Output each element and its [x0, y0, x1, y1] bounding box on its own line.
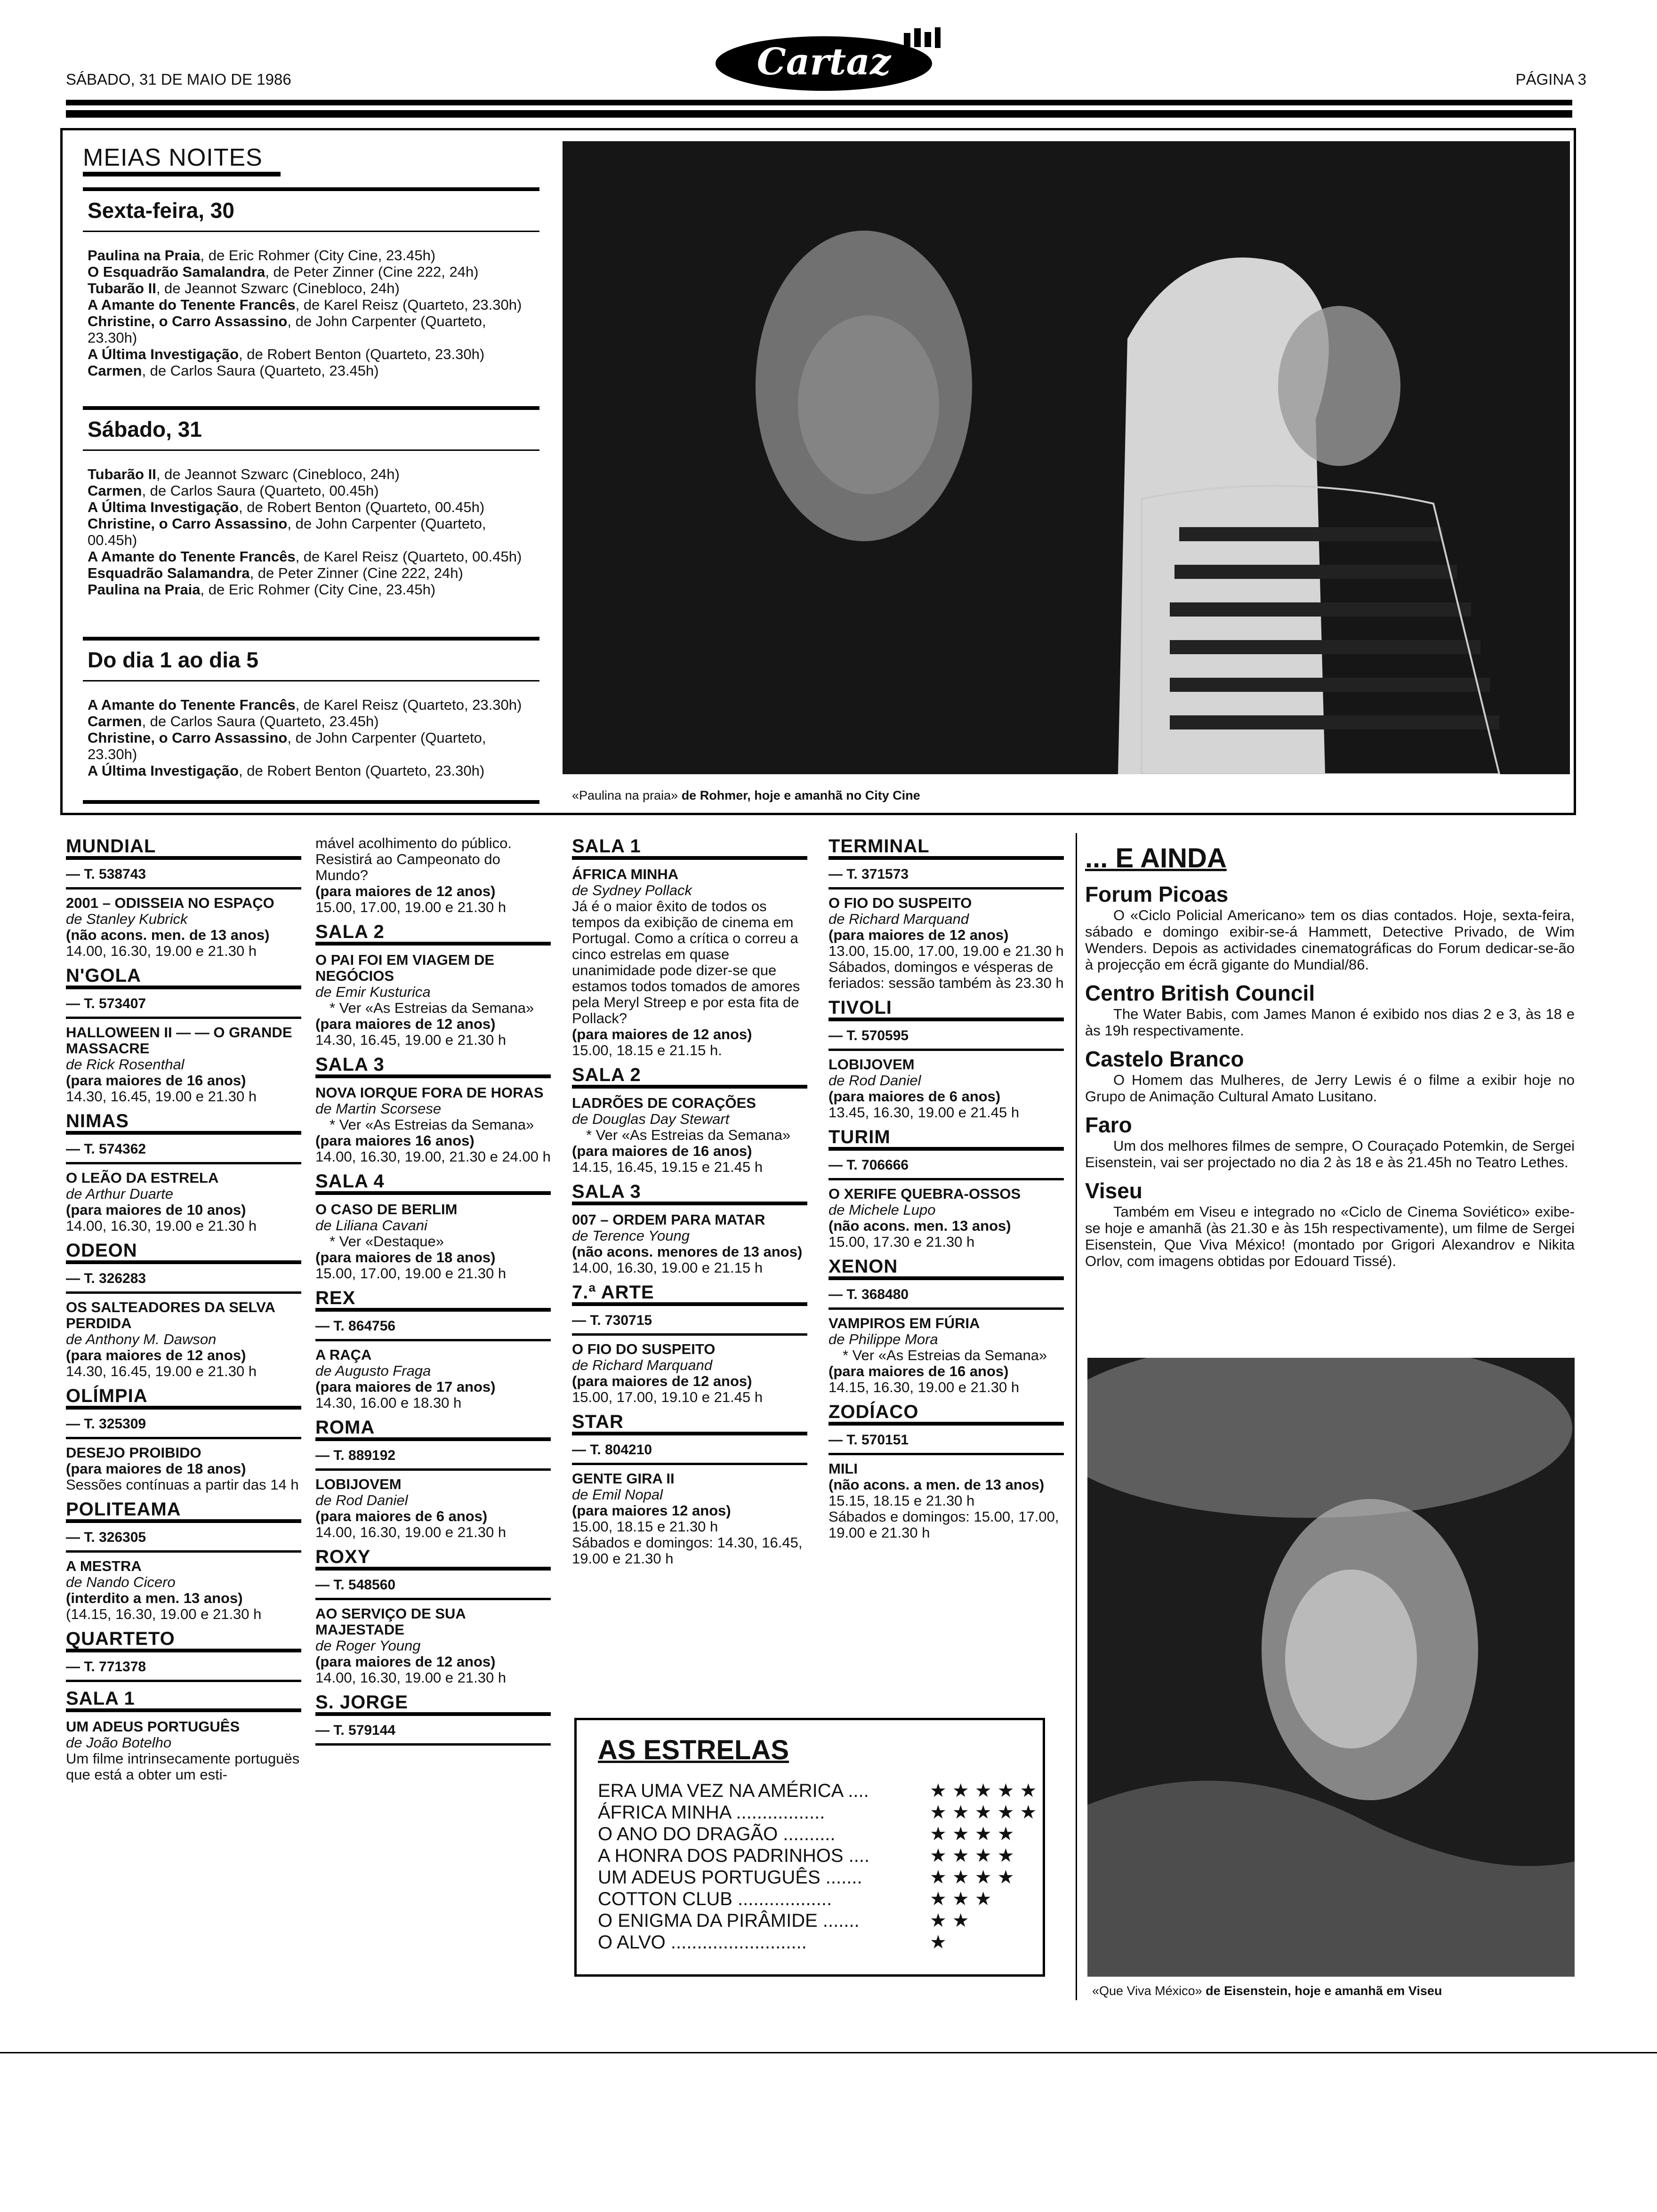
cinema-block [572, 1181, 807, 1276]
film-title: Christine, o Carro Assassino [88, 313, 288, 329]
film-title: NOVA IORQUE FORA DE HORAS [315, 1084, 544, 1101]
showtimes: 14.30, 16.00 e 18.30 h [315, 1395, 462, 1411]
film-director: de Arthur Duarte [66, 1186, 174, 1202]
day-rule [83, 637, 539, 641]
film-title: Esquadrão Salamandra [88, 565, 250, 581]
film-director: de Augusto Fraga [315, 1362, 431, 1379]
top-rule-2 [66, 110, 1572, 118]
meias-noites-underline [83, 172, 281, 176]
star-rating-row [598, 1823, 1043, 1845]
showtimes: 14.15, 16.45, 19.15 e 21.45 h [572, 1159, 763, 1175]
showtimes: 15.00, 18.15 e 21.15 h. [572, 1042, 722, 1058]
screening-details: , de Jeannot Szwarc (Cinebloco, 24h) [156, 280, 400, 297]
film-title: A Última Investigação [88, 346, 239, 362]
age-rating: (para maiores de 12 anos) [315, 883, 496, 899]
cinema-name: ROXY [315, 1546, 551, 1571]
top-rule [66, 100, 1572, 105]
showtimes: 15.00, 18.15 e 21.30 h Sábados e domingos: 14.30, 16.45, 19.00 e 21.30 h [572, 1518, 803, 1567]
showtimes: 14.00, 16.30, 19.00, 21.30 e 24.00 h [315, 1148, 551, 1165]
screening-entry [88, 713, 539, 729]
cinema-block [828, 1256, 1064, 1395]
star-rating-row [598, 1910, 1043, 1931]
venue-name: Viseu [1085, 1178, 1142, 1203]
film-title: A Última Investigação [88, 499, 239, 515]
screening-entry [88, 313, 539, 346]
venue-description: O «Ciclo Policial Americano» tem os dias contados. Hoje, sexta-feira, sábado e domingo exibir-se-á Hammett, Detective Privado, de Wim Wenders. Depois as actividades cinematográficas do Forum dedicar-se-ão à projecção em écrã gigante do Mundial/86. [1085, 907, 1575, 973]
film-director: de Douglas Day Stewart [572, 1111, 730, 1127]
day-title: Sexta-feira, 30 [88, 198, 234, 223]
que-viva-mexico-caption: «Que Viva México» de Eisenstein, hoje e amanhã em Viseu [1092, 1984, 1442, 1998]
age-rating: (para maiores 16 anos) [315, 1132, 475, 1149]
film-title: MILI [828, 1460, 858, 1477]
film-title: ÁFRICA MINHA [572, 866, 679, 882]
cinema-phone: — T. 371573 [828, 860, 1064, 890]
page-number: PÁGINA 3 [1515, 71, 1586, 88]
showtimes: 14.00, 16.30, 19.00 e 21.30 h [66, 1218, 257, 1234]
screening-entry [88, 247, 539, 264]
cinema-block [572, 1411, 807, 1567]
film-title: DESEJO PROIBIDO [66, 1444, 201, 1461]
film-director: de Roger Young [315, 1637, 421, 1654]
film-director: de Stanley Kubrick [66, 911, 188, 927]
cinema-phone: — T. 706666 [828, 1151, 1064, 1180]
film-title: OS SALTEADORES DA SELVA PERDIDA [66, 1299, 275, 1331]
film-title: Carmen [88, 482, 142, 499]
screening-entry [88, 697, 539, 713]
film-director: de Richard Marquand [572, 1357, 713, 1373]
see-also-note: * Ver «As Estreias da Semana» [586, 1127, 791, 1143]
age-rating: (não acons. menores de 13 anos) [572, 1243, 803, 1260]
e-ainda-section [1085, 842, 1575, 1269]
screening-details: , de John Carpenter (Quarteto, 23.30h) [88, 729, 486, 762]
screening-details: , de Robert Benton (Quarteto, 23.30h) [239, 762, 485, 779]
age-rating: (para maiores 12 anos) [572, 1502, 731, 1519]
screening-entry [88, 264, 539, 280]
screening-entry [88, 297, 539, 313]
film-director: de Michele Lupo [828, 1202, 936, 1218]
film-title: LOBIJOVEM [828, 1056, 915, 1073]
day-thin-rule [83, 449, 539, 451]
bottom-rule [0, 2052, 1657, 2053]
cinema-block [315, 835, 551, 915]
cinema-name: SALA 1 [66, 1688, 301, 1712]
film-title: O XERIFE QUEBRA-OSSOS [828, 1186, 1021, 1202]
photo-illustration [563, 141, 1570, 774]
rated-film-title: COTTON CLUB .................. [598, 1889, 832, 1909]
cinema-block [315, 921, 551, 1048]
showtimes: 14.00, 16.30, 19.00 e 21.30 h [66, 943, 257, 959]
section-end-rule [83, 800, 539, 804]
cinema-phone: — T. 573407 [66, 989, 301, 1019]
showtimes: Um filme intrinsecamente portuguës que está a obter um esti- [66, 1750, 300, 1783]
cinema-phone: — T. 326305 [66, 1523, 301, 1553]
age-rating: (para maiores de 16 anos) [828, 1363, 1009, 1379]
showtimes: 13.00, 15.00, 17.00, 19.00 e 21.30 h Sábados, domingos e vésperas de feriados: sessão também às 23.30 h [828, 943, 1064, 991]
venue-name: Faro [1085, 1113, 1132, 1137]
screening-entry [88, 362, 539, 379]
film-director: de Liliana Cavani [315, 1217, 427, 1234]
showtimes: 14.00, 16.30, 19.00 e 21.30 h [315, 1669, 507, 1686]
as-estrelas-title: AS ESTRELAS [598, 1735, 789, 1765]
cinema-phone: — T. 548560 [315, 1571, 551, 1600]
film-title: O FIO DO SUSPEITO [828, 895, 972, 911]
cinema-name: 7.ª ARTE [572, 1282, 807, 1306]
age-rating: (para maiores de 6 anos) [315, 1508, 488, 1524]
age-rating: (não acons. a men. de 13 anos) [828, 1476, 1045, 1493]
cinema-name: QUARTETO [66, 1628, 301, 1652]
film-title: UM ADEUS PORTUGUÊS [66, 1718, 240, 1735]
cinema-name: OLÍMPIA [66, 1385, 301, 1410]
film-director: de Rod Daniel [828, 1072, 921, 1089]
screening-entry [88, 346, 539, 362]
cinema-name: S. JORGE [315, 1691, 551, 1716]
screening-details: , de Eric Rohmer (City Cine, 23.45h) [200, 247, 436, 264]
rated-film-title: A HONRA DOS PADRINHOS .... [598, 1845, 870, 1866]
film-title: O FIO DO SUSPEITO [572, 1341, 716, 1357]
cinema-phone: — T. 889192 [315, 1441, 551, 1471]
cinema-name: TERMINAL [828, 835, 1064, 860]
cinema-block [66, 1385, 301, 1493]
see-also-note: * Ver «Destaque» [330, 1233, 444, 1250]
day-thin-rule [83, 231, 539, 232]
cinema-name: STAR [572, 1411, 807, 1435]
cinema-phone: — T. 538743 [66, 860, 301, 890]
cinema-block [828, 1126, 1064, 1250]
age-rating: (para maiores de 12 anos) [315, 1016, 496, 1032]
screening-entry [88, 499, 539, 515]
showtimes: 14.30, 16.45, 19.00 e 21.30 h [66, 1088, 257, 1105]
screening-entry [88, 581, 539, 598]
film-director: de Rick Rosenthal [66, 1056, 185, 1073]
venue-description: Um dos melhores filmes de sempre, O Couraçado Potemkin, de Sergei Eisenstein, vai ser projectado no dia 2 às 18 e às 21.45h no Teatro Lethes. [1085, 1138, 1575, 1170]
film-title: Carmen [88, 713, 142, 729]
rated-film-title: ERA UMA VEZ NA AMÉRICA .... [598, 1780, 869, 1801]
film-title: O Esquadrão Samalandra [88, 264, 265, 280]
cinema-phone: — T. 730715 [572, 1306, 807, 1336]
age-rating: (para maiores de 12 anos) [828, 927, 1009, 943]
age-rating: (para maiores de 6 anos) [828, 1088, 1001, 1105]
showtimes: 14.30, 16.45, 19.00 e 21.30 h [315, 1032, 507, 1048]
age-rating: (para maiores de 10 anos) [66, 1202, 246, 1218]
showtimes: 14.15, 16.30, 19.00 e 21.30 h [828, 1379, 1020, 1395]
film-title: 007 – ORDEM PARA MATAR [572, 1211, 765, 1228]
star-icons: ★★★★ [930, 1867, 1020, 1888]
showtimes: 15.00, 17.00, 19.10 e 21.45 h [572, 1389, 763, 1405]
day-title: Sábado, 31 [88, 417, 202, 441]
venue-name: Centro British Council [1085, 981, 1315, 1005]
star-rating-row [598, 1931, 1043, 1953]
paulina-photo-caption: «Paulina na praia» de Rohmer, hoje e amanhã no City Cine [572, 788, 920, 802]
film-title: Tubarão II [88, 280, 156, 297]
film-director: de Martin Scorsese [315, 1100, 442, 1117]
screening-details: , de Jeannot Szwarc (Cinebloco, 24h) [156, 466, 400, 482]
paulina-photo [563, 141, 1570, 774]
screening-details: , de Peter Zinner (Cine 222, 24h) [249, 565, 463, 581]
day-entries [88, 697, 539, 779]
film-review: mável acolhimento do público. Resistirá ao Campeonato do Mundo? [315, 835, 512, 883]
age-rating: (para maiores de 12 anos) [315, 1653, 496, 1670]
cinema-phone: — T. 326283 [66, 1264, 301, 1294]
rated-film-title: UM ADEUS PORTUGUÊS ....... [598, 1867, 862, 1888]
age-rating: (para maiores de 17 anos) [315, 1378, 496, 1395]
screening-details: , de Carlos Saura (Quarteto, 23.45h) [142, 713, 379, 729]
screening-entry [88, 762, 539, 779]
cinema-name: SALA 3 [572, 1181, 807, 1205]
cinema-phone: — T. 579144 [315, 1716, 551, 1746]
screening-entry [88, 548, 539, 565]
rated-film-title: ÁFRICA MINHA ................. [598, 1802, 825, 1823]
star-icons: ★★★★ [930, 1824, 1020, 1844]
screening-details: , de Karel Reisz (Quarteto, 00.45h) [295, 548, 522, 565]
cinema-phone: — T. 574362 [66, 1135, 301, 1164]
column-divider [1076, 833, 1077, 2000]
film-title: Christine, o Carro Assassino [88, 729, 288, 746]
age-rating: (para maiores de 18 anos) [66, 1460, 246, 1477]
cinema-name: SALA 2 [315, 921, 551, 946]
listing-column-4 [828, 835, 1064, 1547]
age-rating: (para maiores de 18 anos) [315, 1249, 496, 1266]
cinema-name: TIVOLI [828, 997, 1064, 1021]
age-rating: (para maiores de 12 anos) [572, 1026, 752, 1042]
film-title: A Amante do Tenente Francês [88, 548, 296, 565]
star-icons: ★★★★★ [930, 1780, 1043, 1801]
see-also-note: * Ver «As Estreias da Semana» [330, 1116, 534, 1133]
cinema-name: SALA 2 [572, 1064, 807, 1089]
film-title: Paulina na Praia [88, 581, 201, 598]
see-also-note: * Ver «As Estreias da Semana» [330, 1000, 534, 1016]
age-rating: (para maiores de 12 anos) [66, 1347, 246, 1363]
cinema-block [315, 1546, 551, 1686]
screening-details: , de Peter Zinner (Cine 222, 24h) [265, 264, 479, 280]
cinema-block [828, 1401, 1064, 1541]
age-rating: (não acons. men. 13 anos) [828, 1218, 1011, 1234]
star-icons: ★★★★ [930, 1845, 1020, 1866]
cinema-phone: — T. 325309 [66, 1410, 301, 1439]
film-director: de Emir Kusturica [315, 984, 431, 1000]
showtimes: (14.15, 16.30, 19.00 e 21.30 h [66, 1606, 262, 1622]
cinema-block [66, 1628, 301, 1682]
cinema-block [315, 1417, 551, 1540]
showtimes: 14.00, 16.30, 19.00 e 21.30 h [315, 1524, 507, 1540]
film-title: 2001 – ODISSEIA NO ESPAÇO [66, 895, 274, 911]
rated-film-title: O ENIGMA DA PIRÂMIDE ....... [598, 1910, 860, 1931]
cinema-block [315, 1287, 551, 1411]
issue-date: SÁBADO, 31 DE MAIO DE 1986 [66, 71, 291, 88]
cinema-name: POLITEAMA [66, 1499, 301, 1523]
que-viva-mexico-photo [1087, 1358, 1575, 1977]
film-director: de Richard Marquand [828, 911, 969, 927]
screening-entry [88, 515, 539, 548]
film-title: A MESTRA [66, 1558, 142, 1574]
star-rating-row [598, 1780, 1043, 1802]
cinema-name: REX [315, 1287, 551, 1312]
age-rating: (interdito a men. 13 anos) [66, 1590, 243, 1606]
cinema-name: ROMA [315, 1417, 551, 1441]
film-title: GENTE GIRA II [572, 1470, 675, 1487]
cinema-block [572, 1282, 807, 1405]
e-ainda-title: ... E AINDA [1085, 843, 1227, 874]
film-director: de João Botelho [66, 1734, 172, 1751]
venue-name: Forum Picoas [1085, 882, 1229, 906]
age-rating: (para maiores de 12 anos) [572, 1373, 752, 1389]
screening-details: , de Carlos Saura (Quarteto, 00.45h) [142, 482, 379, 499]
cinema-block [315, 1691, 551, 1746]
age-rating: (para maiores de 16 anos) [66, 1072, 246, 1089]
age-rating: (para maiores de 16 anos) [572, 1143, 752, 1159]
listing-column-3 [572, 835, 807, 1572]
cinema-phone: — T. 368480 [828, 1280, 1064, 1310]
showtimes: 15.15, 18.15 e 21.30 h Sábados e domingos: 15.00, 17.00, 19.00 e 21.30 h [828, 1492, 1059, 1541]
as-estrelas-box [574, 1718, 1045, 1977]
venue-description: Também em Viseu e integrado no «Ciclo de Cinema Soviético» exibe-se hoje e amanhã (às 21.30 e às 15h respectivamente), um filme de Sergei Eisenstein, Que Viva México! (montado por Grigori Alexandrov e Nikita Orlov, com imagens obtidas por Edouard Tissé). [1085, 1203, 1575, 1269]
showtimes: 14.30, 16.45, 19.00 e 21.30 h [66, 1363, 257, 1379]
film-director: de Terence Young [572, 1227, 690, 1244]
day-entries [88, 466, 539, 598]
film-title: A RAÇA [315, 1346, 372, 1363]
rated-film-title: O ALVO .......................... [598, 1932, 807, 1953]
day-rule [83, 187, 539, 191]
star-ratings [577, 1780, 1043, 1953]
film-title: O LEÃO DA ESTRELA [66, 1170, 219, 1186]
showtimes: 15.00, 17.00, 19.00 e 21.30 h [315, 899, 507, 915]
film-director: de Anthony M. Dawson [66, 1331, 217, 1347]
showtimes: 14.00, 16.30, 19.00 e 21.15 h [572, 1259, 763, 1276]
screening-details: , de John Carpenter (Quarteto, 00.45h) [88, 515, 486, 548]
cinema-block [66, 1240, 301, 1379]
screening-details: , de Robert Benton (Quarteto, 00.45h) [239, 499, 485, 515]
screening-details: , de Karel Reisz (Quarteto, 23.30h) [295, 297, 522, 313]
venue-name: Castelo Branco [1085, 1047, 1244, 1071]
cinema-name: SALA 1 [572, 835, 807, 860]
film-title: O CASO DE BERLIM [315, 1201, 458, 1218]
cinema-name: SALA 4 [315, 1170, 551, 1195]
venue-description: The Water Babis, com James Manon é exibido nos dias 2 e 3, às 18 e às 19h respectivamente. [1085, 1006, 1575, 1039]
cinema-block [828, 835, 1064, 991]
screening-entry [88, 482, 539, 499]
cinema-block [66, 965, 301, 1105]
star-rating-row [598, 1867, 1043, 1888]
screening-entry [88, 729, 539, 762]
screening-details: , de Carlos Saura (Quarteto, 23.45h) [142, 362, 379, 379]
venue-description: O Homem das Mulheres, de Jerry Lewis é o filme a exibir hoje no Grupo de Animação Cultural Amato Lusitano. [1085, 1072, 1575, 1105]
cinema-name: XENON [828, 1256, 1064, 1280]
cinema-block [66, 1110, 301, 1234]
star-rating-row [598, 1802, 1043, 1823]
cinema-block [828, 997, 1064, 1121]
cinema-block [66, 1688, 301, 1783]
cinema-phone: — T. 570595 [828, 1021, 1064, 1051]
see-also-note: * Ver «As Estreias da Semana» [843, 1347, 1047, 1363]
cinema-block [66, 1499, 301, 1622]
e-ainda-items [1085, 882, 1575, 1269]
cinema-name: TURIM [828, 1126, 1064, 1151]
cinema-name: NIMAS [66, 1110, 301, 1135]
film-title: A Amante do Tenente Francês [88, 297, 296, 313]
star-icons: ★ [930, 1932, 952, 1953]
cinema-phone: — T. 864756 [315, 1312, 551, 1341]
cinema-name: MUNDIAL [66, 835, 301, 860]
cinema-block [315, 1170, 551, 1282]
star-icons: ★★★★★ [930, 1802, 1043, 1823]
cartaz-logo [706, 24, 960, 94]
cinema-block [572, 835, 807, 1058]
meias-noites-title: MEIAS NOITES [83, 144, 263, 171]
listing-column-2 [315, 835, 551, 1751]
day-rule [83, 406, 539, 410]
rated-film-title: O ANO DO DRAGÃO .......... [598, 1824, 836, 1844]
showtimes: 13.45, 16.30, 19.00 e 21.45 h [828, 1104, 1020, 1121]
film-title: Tubarão II [88, 466, 156, 482]
day-thin-rule [83, 680, 539, 681]
film-title: A Última Investigação [88, 762, 239, 779]
cinema-name: ZODÍACO [828, 1401, 1064, 1426]
film-title: LOBIJOVEM [315, 1476, 402, 1492]
cinema-block [66, 835, 301, 959]
film-title: VAMPIROS EM FÚRIA [828, 1315, 980, 1331]
cinema-block [572, 1064, 807, 1175]
film-director: de Rod Daniel [315, 1492, 408, 1508]
film-title: AO SERVIÇO DE SUA MAJESTADE [315, 1605, 466, 1638]
cinema-phone: — T. 570151 [828, 1426, 1064, 1455]
star-rating-row [598, 1845, 1043, 1867]
film-title: Paulina na Praia [88, 247, 201, 264]
screening-details: , de John Carpenter (Quarteto, 23.30h) [88, 313, 486, 346]
photo-illustration-2 [1087, 1358, 1575, 1977]
screening-details: , de Eric Rohmer (City Cine, 23.45h) [200, 581, 436, 598]
screening-entry [88, 565, 539, 581]
screening-details: , de Robert Benton (Quarteto, 23.30h) [239, 346, 485, 362]
film-title: Christine, o Carro Assassino [88, 515, 288, 532]
screening-details: , de Karel Reisz (Quarteto, 23.30h) [295, 697, 522, 713]
film-title: HALLOWEEN II — — O GRANDE MASSACRE [66, 1024, 292, 1057]
film-title: Carmen [88, 362, 142, 379]
film-director: de Sydney Pollack [572, 882, 692, 898]
star-icons: ★★★ [930, 1889, 997, 1909]
star-rating-row [598, 1888, 1043, 1910]
film-title: A Amante do Tenente Francês [88, 697, 296, 713]
age-rating: (não acons. men. de 13 anos) [66, 927, 270, 943]
cinema-phone: — T. 771378 [66, 1652, 301, 1682]
screening-entry [88, 280, 539, 297]
film-director: de Emil Nopal [572, 1486, 663, 1503]
showtimes: Sessões contínuas a partir das 14 h [66, 1476, 299, 1493]
film-title: LADRÕES DE CORAÇÕES [572, 1095, 756, 1111]
cinema-phone: — T. 804210 [572, 1435, 807, 1465]
showtimes: 15.00, 17.00, 19.00 e 21.30 h [315, 1265, 507, 1282]
screening-entry [88, 466, 539, 482]
cinema-name: SALA 3 [315, 1054, 551, 1078]
film-review: Já é o maior êxito de todos os tempos da exibição de cinema em Portugal. Como a crítica o correu a cinco estrelas em quase unanimidade pode dizer-se que estamos todos tomados de amores pela Meryl Streep e por esta fita de Pollack? [572, 898, 800, 1026]
showtimes: 15.00, 17.30 e 21.30 h [828, 1234, 975, 1250]
film-director: de Nando Cicero [66, 1574, 176, 1590]
day-entries [88, 247, 539, 379]
film-director: de Philippe Mora [828, 1331, 938, 1347]
cinema-block [315, 1054, 551, 1165]
listing-column-1 [66, 835, 301, 1788]
star-icons: ★★ [930, 1910, 975, 1931]
logo-text: Cartaz [756, 40, 891, 83]
day-title: Do dia 1 ao dia 5 [88, 648, 258, 672]
cinema-name: ODEON [66, 1240, 301, 1264]
film-title: O PAI FOI EM VIAGEM DE NEGÓCIOS [315, 952, 495, 984]
cinema-name: N'GOLA [66, 965, 301, 989]
